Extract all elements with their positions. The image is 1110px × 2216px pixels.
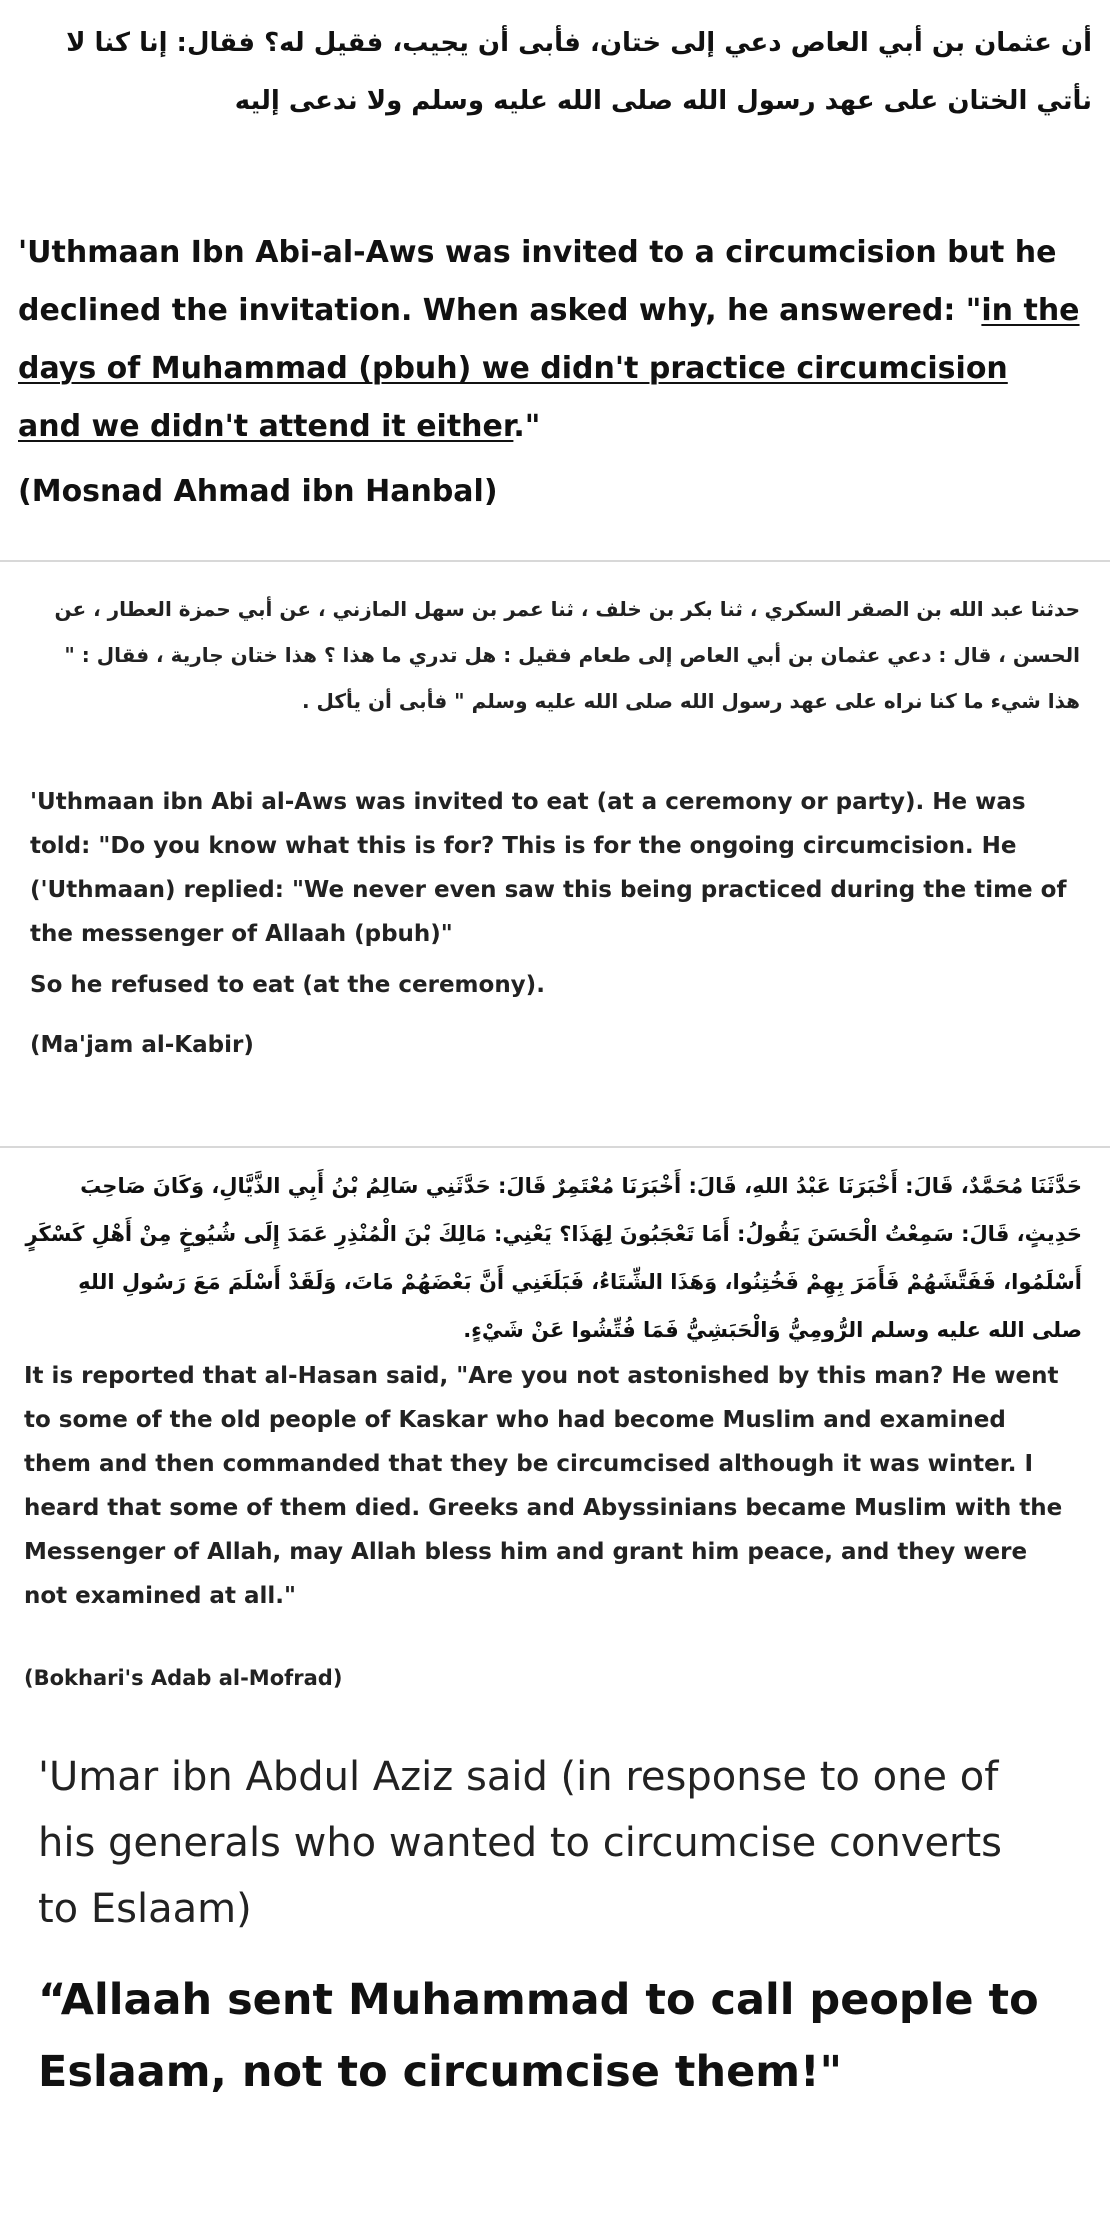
hadith-panel-mosnad — [0, 0, 1110, 560]
translation-intro: 'Uthmaan Ibn Abi-al-Aws was invited to a circumcision but he declined the invitation. When asked why, he answered: " — [18, 235, 1057, 328]
english-translation: 'Uthmaan ibn Abi al-Aws was invited to eat (at a ceremony or party). He was told: "Do you know what this is for? This is for the ongoing circumcision. He ('Uthmaan) replied: "We never even saw this being practiced during the time of the messenger of Allaah (pbuh)" — [30, 789, 1067, 947]
hadith-panel-majam — [0, 562, 1110, 1130]
quote-main: “Allaah sent Muhammad to call people to Eslaam, not to circumcise them!" — [38, 1975, 1039, 2097]
quote-panel-umar — [0, 1736, 1110, 2216]
arabic-text: حدثنا عبد الله بن الصقر السكري ، ثنا بكر بن خلف ، ثنا عمر بن سهل المازني ، عن أبي حمزة العطار ، عن الحسن ، قال : دعي عثمان بن أبي العاص إلى طعام فقيل : هل تدري ما هذا ؟ هذا ختان جارية ، فقال : " هذا شيء ما كنا نراه على عهد رسول الله صلى الله عليه وسلم " فأبى أن يأكل . — [54, 597, 1080, 713]
quote-intro: 'Umar ibn Abdul Aziz said (in response to one of his generals who wanted to circumcise converts to Eslaam) — [38, 1754, 1003, 1932]
arabic-text: أن عثمان بن أبي العاص دعي إلى ختان، فأبى أن يجيب، فقيل له؟ فقال: إنا كنا لا نأتي الختان على عهد رسول الله صلى الله عليه وسلم ولا ندعى إليه — [66, 28, 1092, 116]
english-translation: It is reported that al-Hasan said, "Are you not astonished by this man? He went to some of the old people of Kaskar who had become Muslim and examined them and then commanded that they be circumcised although it was winter. I heard that some of them died. Greeks and Abyssinians became Muslim with the Messenger of Allah, may Allah bless him and grant him peace, and they were not examined at all." — [24, 1363, 1063, 1609]
translation-end: ." — [513, 409, 541, 444]
arabic-text: حَدَّثَنَا مُحَمَّدٌ، قَالَ: أَخْبَرَنَا عَبْدُ اللهِ، قَالَ: أَخْبَرَنَا مُعْتَمِرٌ قَالَ: حَدَّثَنِي سَالِمُ بْنُ أَبِي الذَّيَّالِ، وَكَانَ صَاحِبَ حَدِيثٍ، قَالَ: سَمِعْتُ الْحَسَنَ يَقُولُ: أَمَا تَعْجَبُونَ لِهَذَا؟ يَعْنِي: مَالِكَ بْنَ الْمُنْذِرِ عَمَدَ إِلَى شُيُوخٍ مِنْ أَهْلِ كَسْكَرٍ أَسْلَمُوا، فَفَتَّشَهُمْ فَأَمَرَ بِهِمْ فَخُتِنُوا، وَهَذَا الشِّتَاءُ، فَبَلَغَنِي أَنَّ بَعْضَهُمْ مَاتَ، وَلَقَدْ أَسْلَمَ مَعَ رَسُولِ اللهِ صلى الله عليه وسلم الرُّومِيُّ وَالْحَبَشِيُّ فَمَا فُتِّشُوا عَنْ شَيْءٍ. — [25, 1174, 1082, 1342]
english-translation — [18, 224, 1080, 456]
source-citation: (Ma'jam al-Kabir) — [30, 1032, 254, 1058]
refusal-note: So he refused to eat (at the ceremony). — [30, 972, 545, 998]
source-citation: (Bokhari's Adab al-Mofrad) — [24, 1666, 343, 1690]
underlined-quote: in the days of Muhammad (pbuh) we didn't practice circumcision and we didn't attend it either — [18, 293, 1080, 444]
source-citation: (Mosnad Ahmad ibn Hanbal) — [18, 474, 498, 509]
hadith-panel-adab — [0, 1148, 1110, 1718]
